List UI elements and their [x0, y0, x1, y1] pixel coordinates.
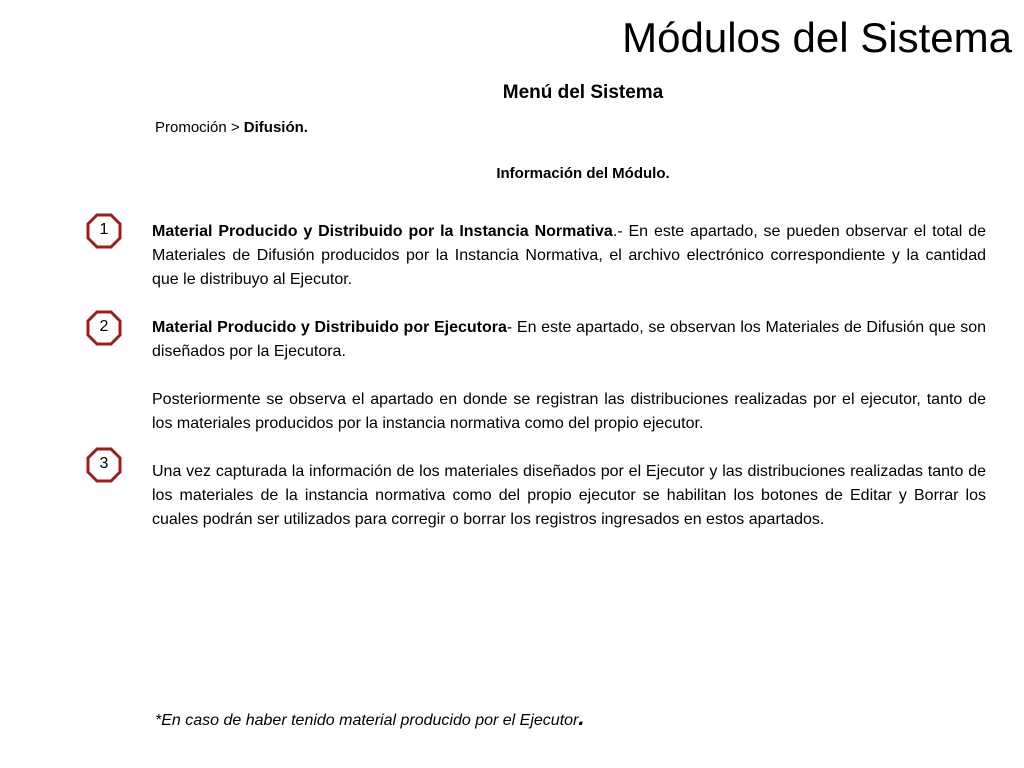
footnote-end: .: [578, 705, 585, 730]
step-marker-2: [86, 310, 122, 346]
paragraph-distribuciones: [152, 388, 986, 436]
menu-heading: Menú del Sistema: [502, 82, 664, 103]
paragraph-text: Posteriormente se observa el apartado en donde se registran las distribuciones realizadas por el ejecutor, tanto de los materiales producidos por la instancia normativa como del propio ejecutor.: [152, 391, 986, 432]
breadcrumb-current: Difusión.: [243, 119, 308, 136]
paragraph-instancia-normativa: [152, 220, 986, 292]
paragraph-heading: Material Producido y Distribuido por Ejecutora: [152, 319, 507, 336]
step-number: 2: [99, 318, 109, 335]
step-number: 3: [99, 455, 109, 472]
module-info-heading: Información del Módulo.: [496, 165, 670, 182]
paragraph-heading: Material Producido y Distribuido por la Instancia Normativa: [152, 223, 613, 240]
paragraph-editar-borrar: [152, 460, 986, 532]
breadcrumb-parent: Promoción >: [155, 119, 244, 136]
slide-title: Módulos del Sistema: [622, 14, 1012, 61]
footnote: [155, 706, 585, 733]
paragraph-ejecutora: [152, 316, 986, 364]
paragraph-text: Una vez capturada la información de los materiales diseñados por el Ejecutor y las distribuciones realizadas tanto de los materiales de la instancia normativa como del propio ejecutor se habilitan los botones de Editar y Borrar los cuales podrán ser utilizados para corregir o borrar los registros ingresados en estos apartados.: [152, 463, 986, 528]
step-marker-1: [86, 213, 122, 249]
footnote-text: *En caso de haber tenido material producido por el Ejecutor: [155, 712, 579, 729]
step-number: 1: [99, 221, 109, 238]
paragraph-text: .- En este apartado, se pueden observar el total de Materiales de Difusión producidos por la Instancia Normativa, el archivo electrónico correspondiente y la cantidad que le distribuyo al Ejecutor.: [152, 223, 986, 288]
step-marker-3: [86, 447, 122, 483]
breadcrumb: [155, 117, 308, 139]
paragraph-text: - En este apartado, se observan los Materiales de Difusión que son diseñados por la Ejecutora.: [152, 319, 987, 360]
